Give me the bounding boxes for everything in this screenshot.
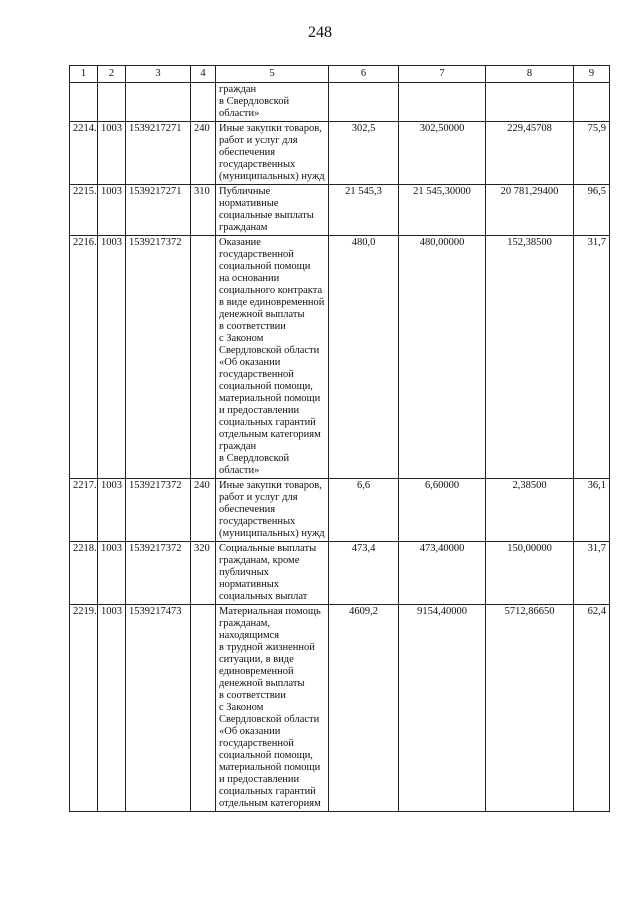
table-row (70, 542, 610, 605)
target-code: 1539217372 (126, 479, 191, 542)
target-code: 1539217372 (126, 542, 191, 605)
column-header: 4 (191, 66, 216, 83)
section-code (98, 83, 126, 122)
expense-type-code (191, 83, 216, 122)
target-code: 1539217473 (126, 605, 191, 812)
row-number: 2215. (70, 185, 98, 236)
value-col7 (399, 83, 486, 122)
table-row (70, 122, 610, 185)
table-row (70, 479, 610, 542)
value-col9 (574, 83, 610, 122)
value-col9: 31,7 (574, 542, 610, 605)
value-col6: 473,4 (329, 542, 399, 605)
page-number: 248 (308, 24, 332, 41)
value-col7: 480,00000 (399, 236, 486, 479)
target-code: 1539217271 (126, 185, 191, 236)
expense-type-code: 320 (191, 542, 216, 605)
value-col6: 6,6 (329, 479, 399, 542)
row-number: 2216. (70, 236, 98, 479)
item-name: граждан в Свердловской области» (216, 83, 329, 122)
header-row (70, 66, 610, 83)
value-col9: 62,4 (574, 605, 610, 812)
row-number: 2218. (70, 542, 98, 605)
section-code: 1003 (98, 542, 126, 605)
column-header: 8 (486, 66, 574, 83)
expense-type-code: 240 (191, 479, 216, 542)
item-name: Оказание государственной социальной помощи на основании социального контракта в виде единовременной денежной выплаты в соответствии с Законом Свердловской области «Об оказании государственной социальной помощи, материальной помощи и предоставлении социальных гарантий отдельным категориям граждан в Свердловской области» (216, 236, 329, 479)
row-number (70, 83, 98, 122)
section-code: 1003 (98, 605, 126, 812)
target-code (126, 83, 191, 122)
column-header: 9 (574, 66, 610, 83)
value-col6: 21 545,3 (329, 185, 399, 236)
column-header: 5 (216, 66, 329, 83)
row-number: 2214. (70, 122, 98, 185)
item-name: Иные закупки товаров, работ и услуг для обеспечения государственных (муниципальных) нужд (216, 122, 329, 185)
value-col6: 302,5 (329, 122, 399, 185)
value-col8: 20 781,29400 (486, 185, 574, 236)
value-col7: 6,60000 (399, 479, 486, 542)
item-name: Публичные нормативные социальные выплаты гражданам (216, 185, 329, 236)
target-code: 1539217271 (126, 122, 191, 185)
value-col9: 36,1 (574, 479, 610, 542)
table-row (70, 185, 610, 236)
value-col8: 229,45708 (486, 122, 574, 185)
value-col8: 150,00000 (486, 542, 574, 605)
value-col7: 21 545,30000 (399, 185, 486, 236)
row-number: 2217. (70, 479, 98, 542)
value-col9: 96,5 (574, 185, 610, 236)
table-row (70, 83, 610, 122)
value-col8: 152,38500 (486, 236, 574, 479)
row-number: 2219. (70, 605, 98, 812)
column-header: 7 (399, 66, 486, 83)
table-row (70, 605, 610, 812)
expense-type-code: 310 (191, 185, 216, 236)
value-col7: 473,40000 (399, 542, 486, 605)
value-col9: 31,7 (574, 236, 610, 479)
section-code: 1003 (98, 122, 126, 185)
target-code: 1539217372 (126, 236, 191, 479)
table-row (70, 236, 610, 479)
column-header: 2 (98, 66, 126, 83)
section-code: 1003 (98, 185, 126, 236)
budget-table (69, 65, 610, 812)
expense-type-code (191, 236, 216, 479)
value-col7: 302,50000 (399, 122, 486, 185)
value-col6: 4609,2 (329, 605, 399, 812)
column-header: 1 (70, 66, 98, 83)
expense-type-code (191, 605, 216, 812)
expense-type-code: 240 (191, 122, 216, 185)
value-col6: 480,0 (329, 236, 399, 479)
column-header: 6 (329, 66, 399, 83)
value-col9: 75,9 (574, 122, 610, 185)
section-code: 1003 (98, 479, 126, 542)
value-col8: 2,38500 (486, 479, 574, 542)
value-col8: 5712,86650 (486, 605, 574, 812)
item-name: Материальная помощь гражданам, находящимся в трудной жизненной ситуации, в виде единовременной денежной выплаты в соответствии с Законом Свердловской области «Об оказании государственной социальной помощи, материальной помощи и предоставлении социальных гарантий отдельным категориям (216, 605, 329, 812)
value-col7: 9154,40000 (399, 605, 486, 812)
value-col6 (329, 83, 399, 122)
item-name: Иные закупки товаров, работ и услуг для обеспечения государственных (муниципальных) нужд (216, 479, 329, 542)
value-col8 (486, 83, 574, 122)
item-name: Социальные выплаты гражданам, кроме публичных нормативных социальных выплат (216, 542, 329, 605)
section-code: 1003 (98, 236, 126, 479)
column-header: 3 (126, 66, 191, 83)
